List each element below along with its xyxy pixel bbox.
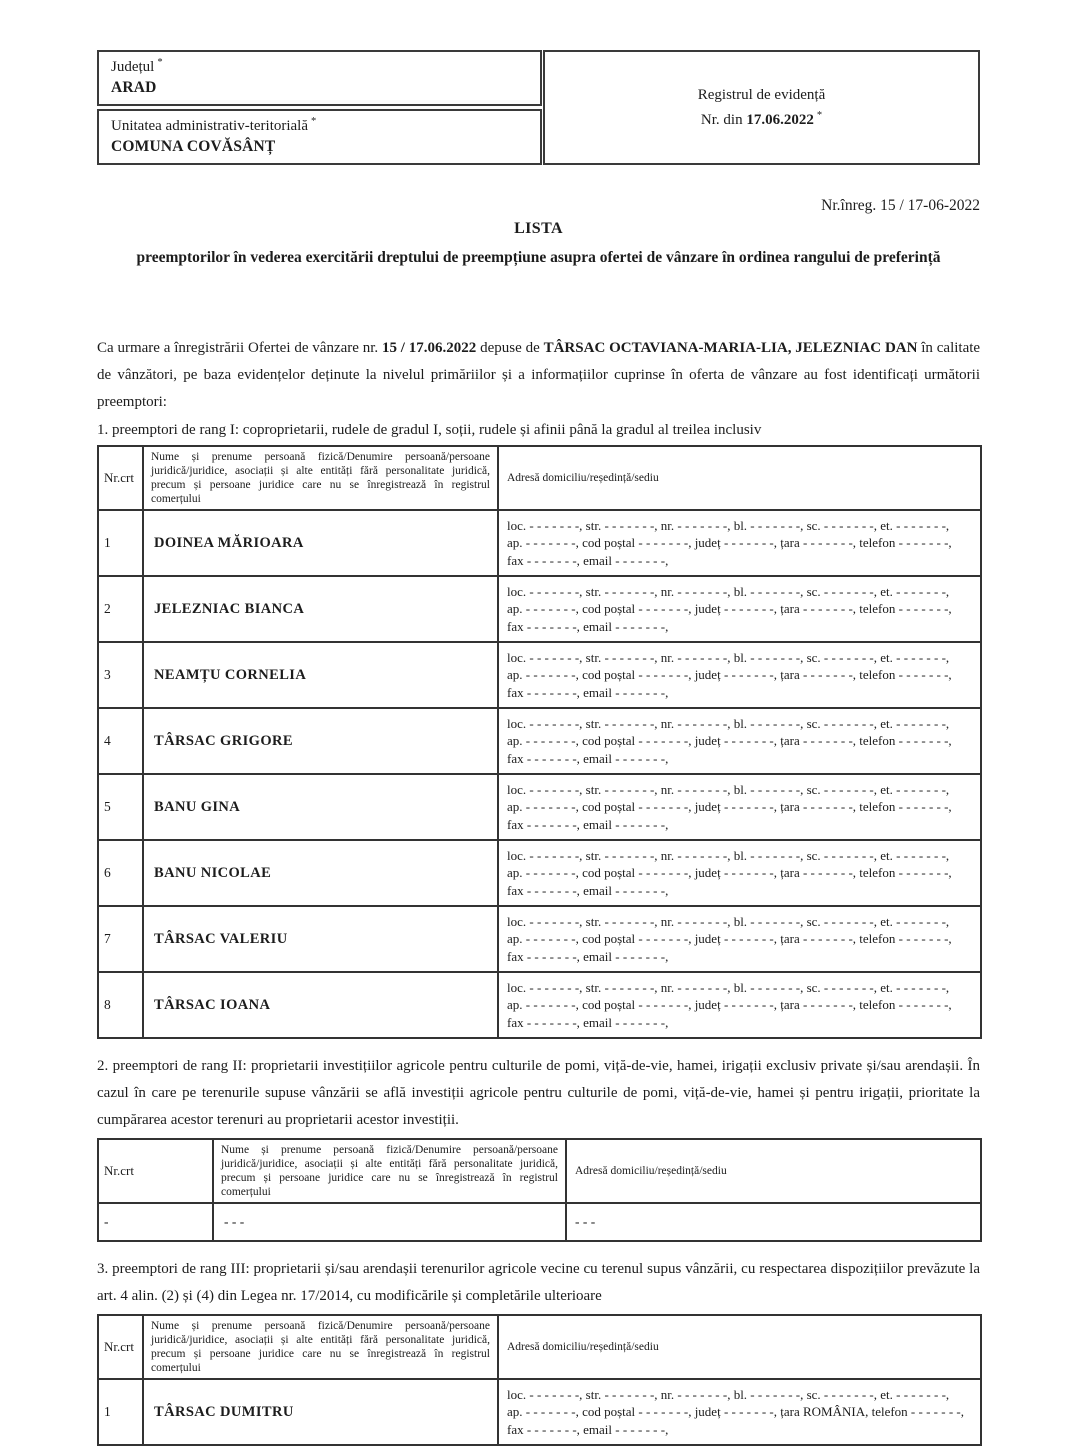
person-name: BANU GINA bbox=[143, 774, 498, 840]
table-header-nr: Nr.crt bbox=[98, 1315, 143, 1379]
table-header-nr: Nr.crt bbox=[98, 1139, 213, 1203]
row-number: 5 bbox=[98, 774, 143, 840]
address-line: fax - - - - - - -, email - - - - - - -, bbox=[507, 816, 669, 832]
table-header-address: Adresă domiciliu/reședință/sediu bbox=[498, 446, 981, 510]
document-header bbox=[97, 50, 980, 165]
intro-text: depuse de bbox=[480, 340, 540, 356]
address-line: ap. - - - - - - -, cod poștal - - - - - - -, județ - - - - - - -, țara - - - - - - -, telefon - - - - - - -, bbox=[507, 733, 952, 749]
table-row bbox=[98, 906, 981, 972]
table-row bbox=[98, 642, 981, 708]
address-line: fax - - - - - - -, email - - - - - - -, bbox=[507, 1014, 669, 1030]
table-header-row bbox=[98, 1139, 981, 1203]
table-header-nr: Nr.crt bbox=[98, 446, 143, 510]
asterisk-marker: * bbox=[311, 116, 317, 127]
address-line: fax - - - - - - -, email - - - - - - -, bbox=[507, 618, 669, 634]
address-line: loc. - - - - - - -, str. - - - - - - -, nr. - - - - - - -, bl. - - - - - - -, sc. - - - - - - -, et. - - - - - - -, bbox=[507, 517, 950, 533]
person-name: TÂRSAC GRIGORE bbox=[143, 708, 498, 774]
rank1-heading: 1. preemptori de rang I: coproprietarii, rudele de gradul I, soții, rudele și afinii până la gradul al treilea inclusiv bbox=[97, 422, 762, 438]
county-box bbox=[97, 50, 542, 106]
address-line: loc. - - - - - - -, str. - - - - - - -, nr. - - - - - - -, bl. - - - - - - -, sc. - - - - - - -, et. - - - - - - -, bbox=[507, 1386, 950, 1402]
row-number: 7 bbox=[98, 906, 143, 972]
table-row bbox=[98, 774, 981, 840]
intro-text: în calitate de vânzători, pe baza evidențelor deținute la nivelul primăriilor și a informațiilor cuprinse în oferta de vânzare au fost identificați următorii preemptori: bbox=[97, 340, 981, 410]
rank3-table-clipped-region bbox=[97, 1314, 980, 1437]
address-line: loc. - - - - - - -, str. - - - - - - -, nr. - - - - - - -, bl. - - - - - - -, sc. - - - - - - -, et. - - - - - - -, bbox=[507, 913, 950, 929]
address-line: fax - - - - - - -, email - - - - - - -, bbox=[507, 1421, 669, 1437]
person-name: DOINEA MĂRIOARA bbox=[143, 510, 498, 576]
county-value: ARAD bbox=[111, 79, 157, 96]
address-line: loc. - - - - - - -, str. - - - - - - -, nr. - - - - - - -, bl. - - - - - - -, sc. - - - - - - -, et. - - - - - - -, bbox=[507, 847, 950, 863]
table-header-name: Nume și prenume persoană fizică/Denumire persoană/persoane juridică/juridice, asociații și alte entități fără personalitate juridică, precum și persoane juridice care nu se înregistrează în registrul comerțului bbox=[143, 446, 498, 510]
address-line: ap. - - - - - - -, cod poștal - - - - - - -, județ - - - - - - -, țara - - - - - - -, telefon - - - - - - -, bbox=[507, 667, 952, 683]
asterisk-marker: * bbox=[157, 57, 163, 68]
address-cell bbox=[498, 708, 981, 774]
table-row bbox=[98, 510, 981, 576]
county-label bbox=[111, 59, 528, 76]
address-line: ap. - - - - - - -, cod poștal - - - - - - -, județ - - - - - - -, țara - - - - - - -, telefon - - - - - - -, bbox=[507, 799, 952, 815]
row-number: 1 bbox=[98, 1379, 143, 1445]
address-cell bbox=[498, 1379, 981, 1445]
table-header-name: Nume și prenume persoană fizică/Denumire persoană/persoane juridică/juridice, asociații și alte entități fără personalitate juridică, precum și persoane juridice care nu se înregistrează în registrul comerțului bbox=[213, 1139, 566, 1203]
registry-number bbox=[700, 109, 823, 129]
address-cell bbox=[498, 906, 981, 972]
address-line: loc. - - - - - - -, str. - - - - - - -, nr. - - - - - - -, bl. - - - - - - -, sc. - - - - - - -, et. - - - - - - -, bbox=[507, 781, 950, 797]
person-name: NEAMȚU CORNELIA bbox=[143, 642, 498, 708]
asterisk-marker: * bbox=[816, 109, 823, 121]
address-line: fax - - - - - - -, email - - - - - - -, bbox=[507, 948, 669, 964]
table-row bbox=[98, 840, 981, 906]
table-header-address: Adresă domiciliu/reședință/sediu bbox=[566, 1139, 981, 1203]
table-row bbox=[98, 1379, 981, 1445]
table-row bbox=[98, 576, 981, 642]
address-line: ap. - - - - - - -, cod poștal - - - - - - -, județ - - - - - - -, țara - - - - - - -, telefon - - - - - - -, bbox=[507, 535, 952, 551]
registry-number-prefix: Nr. din bbox=[700, 111, 743, 128]
intro-text: Ca urmare a înregistrării Ofertei de vânzare nr. bbox=[97, 340, 379, 356]
row-number: - bbox=[98, 1203, 213, 1241]
person-name: - - - bbox=[213, 1203, 566, 1241]
document-subtitle: preemptorilor în vederea exercitării dreptului de preempțiune asupra ofertei de vânzare în ordinea rangului de preferință bbox=[136, 249, 941, 266]
address-cell bbox=[498, 642, 981, 708]
address-cell bbox=[498, 972, 981, 1038]
address-line: ap. - - - - - - -, cod poștal - - - - - - -, județ - - - - - - -, țara ROMÂNIA, telefon - - - - - - -, bbox=[507, 1404, 964, 1420]
address-line: fax - - - - - - -, email - - - - - - -, bbox=[507, 882, 669, 898]
registration-number-line: Nr.înreg. 15 / 17-06-2022 bbox=[821, 197, 980, 214]
document-title: LISTA bbox=[514, 220, 563, 237]
address-line: fax - - - - - - -, email - - - - - - -, bbox=[507, 750, 669, 766]
document-content bbox=[97, 0, 981, 1437]
rank1-table bbox=[97, 445, 982, 1039]
table-header-address: Adresă domiciliu/reședință/sediu bbox=[498, 1315, 981, 1379]
row-number: 6 bbox=[98, 840, 143, 906]
address-line: loc. - - - - - - -, str. - - - - - - -, nr. - - - - - - -, bl. - - - - - - -, sc. - - - - - - -, et. - - - - - - -, bbox=[507, 649, 950, 665]
uat-box bbox=[97, 109, 542, 165]
table-header-row bbox=[98, 446, 981, 510]
uat-value: COMUNA COVĂSÂNȚ bbox=[111, 138, 276, 155]
address-cell: - - - bbox=[566, 1203, 981, 1241]
row-number: 3 bbox=[98, 642, 143, 708]
rank3-heading: 3. preemptori de rang III: proprietarii și/sau arendașii terenurilor agricole vecine cu terenul supus vânzării, cu respectarea dispozițiilor prevăzute la art. 4 alin. (2) și (4) din Legea nr. 17/2014, cu modificările și completările ulterioare bbox=[97, 1261, 980, 1304]
row-number: 8 bbox=[98, 972, 143, 1038]
county-label-text: Județul bbox=[111, 59, 155, 75]
table-row bbox=[98, 1203, 981, 1241]
table-header-name: Nume și prenume persoană fizică/Denumire persoană/persoane juridică/juridice, asociații și alte entități fără personalitate juridică, precum și persoane juridice care nu se înregistrează în registrul comerțului bbox=[143, 1315, 498, 1379]
row-number: 2 bbox=[98, 576, 143, 642]
address-line: ap. - - - - - - -, cod poștal - - - - - - -, județ - - - - - - -, țara - - - - - - -, telefon - - - - - - -, bbox=[507, 931, 952, 947]
registry-number-date: 17.06.2022 bbox=[746, 111, 814, 128]
uat-label bbox=[111, 118, 528, 135]
sellers-names: TÂRSAC OCTAVIANA-MARIA-LIA, JELEZNIAC DAN bbox=[543, 340, 918, 356]
person-name: BANU NICOLAE bbox=[143, 840, 498, 906]
address-cell bbox=[498, 576, 981, 642]
address-line: fax - - - - - - -, email - - - - - - -, bbox=[507, 552, 669, 568]
table-row bbox=[98, 972, 981, 1038]
header-left-column bbox=[97, 50, 542, 165]
address-line: ap. - - - - - - -, cod poștal - - - - - - -, județ - - - - - - -, țara - - - - - - -, telefon - - - - - - -, bbox=[507, 601, 952, 617]
address-line: loc. - - - - - - -, str. - - - - - - -, nr. - - - - - - -, bl. - - - - - - -, sc. - - - - - - -, et. - - - - - - -, bbox=[507, 583, 950, 599]
rank2-heading: 2. preemptori de rang II: proprietarii investițiilor agricole pentru culturile de pomi, viță-de-vie, hamei, irigații exclusiv private și/sau arendașii. În cazul în care pe terenurile supuse vânzării se află investiții agricole pentru culturile de pomi, viță-de-vie, hamei și pentru irigații, prioritate la cumpărarea acestor terenuri au proprietarii acestor investiții. bbox=[97, 1058, 980, 1128]
address-line: loc. - - - - - - -, str. - - - - - - -, nr. - - - - - - -, bl. - - - - - - -, sc. - - - - - - -, et. - - - - - - -, bbox=[507, 979, 950, 995]
registry-box bbox=[543, 50, 980, 165]
rank2-table bbox=[97, 1138, 982, 1242]
address-cell bbox=[498, 840, 981, 906]
person-name: TÂRSAC VALERIU bbox=[143, 906, 498, 972]
table-row bbox=[98, 708, 981, 774]
row-number: 1 bbox=[98, 510, 143, 576]
person-name: TÂRSAC IOANA bbox=[143, 972, 498, 1038]
registry-title: Registrul de evidență bbox=[697, 86, 826, 103]
rank3-table bbox=[97, 1314, 982, 1446]
address-cell bbox=[498, 774, 981, 840]
intro-paragraph bbox=[97, 335, 980, 416]
uat-label-text: Unitatea administrativ-teritorială bbox=[111, 118, 309, 134]
address-line: ap. - - - - - - -, cod poștal - - - - - - -, județ - - - - - - -, țara - - - - - - -, telefon - - - - - - -, bbox=[507, 997, 952, 1013]
row-number: 4 bbox=[98, 708, 143, 774]
address-line: fax - - - - - - -, email - - - - - - -, bbox=[507, 684, 669, 700]
person-name: TÂRSAC DUMITRU bbox=[143, 1379, 498, 1445]
person-name: JELEZNIAC BIANCA bbox=[143, 576, 498, 642]
address-line: loc. - - - - - - -, str. - - - - - - -, nr. - - - - - - -, bl. - - - - - - -, sc. - - - - - - -, et. - - - - - - -, bbox=[507, 715, 950, 731]
offer-number: 15 / 17.06.2022 bbox=[381, 340, 477, 356]
address-line: ap. - - - - - - -, cod poștal - - - - - - -, județ - - - - - - -, țara - - - - - - -, telefon - - - - - - -, bbox=[507, 865, 952, 881]
table-header-row bbox=[98, 1315, 981, 1379]
address-cell bbox=[498, 510, 981, 576]
